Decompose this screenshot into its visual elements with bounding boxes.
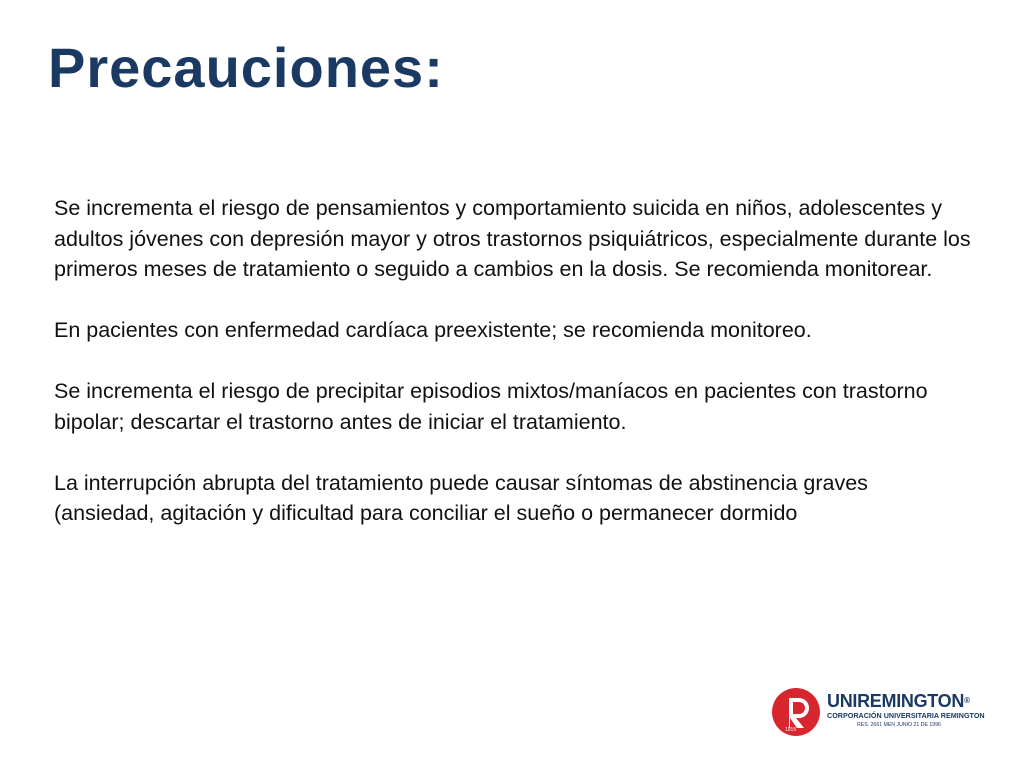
uniremington-emblem-icon bbox=[771, 687, 821, 737]
logo-name: UNIREMINGTON® bbox=[827, 691, 970, 711]
logo-year: 1915 bbox=[785, 727, 797, 733]
slide-title: Precauciones: bbox=[48, 36, 444, 99]
logo-subtitle: CORPORACIÓN UNIVERSITARIA REMINGTON bbox=[827, 711, 985, 720]
uniremington-logo bbox=[771, 687, 985, 737]
slide-body bbox=[54, 193, 974, 559]
paragraph-cardiac-disease: En pacientes con enfermedad cardíaca preexistente; se recomienda monitoreo. bbox=[54, 318, 812, 342]
paragraph-bipolar-disorder: Se incrementa el riesgo de precipitar episodios mixtos/maníacos en pacientes con trastorno bipolar; descartar el trastorno antes de iniciar el tratamiento. bbox=[54, 379, 928, 434]
paragraph-withdrawal-symptoms: La interrupción abrupta del tratamiento puede causar síntomas de abstinencia graves (ansiedad, agitación y dificultad para conciliar el sueño o permanecer dormido bbox=[54, 470, 868, 525]
paragraph-suicide-risk: Se incrementa el riesgo de pensamientos y comportamiento suicida en niños, adolescentes y adultos jóvenes con depresión mayor y otros trastornos psiquiátricos, especialmente durante los primeros meses de tratamiento o seguido a cambios en la dosis. Se recomienda monitorear. bbox=[54, 196, 971, 281]
logo-resolution: RES. 2661 MEN JUNIO 21 DE 1996 bbox=[857, 722, 941, 728]
